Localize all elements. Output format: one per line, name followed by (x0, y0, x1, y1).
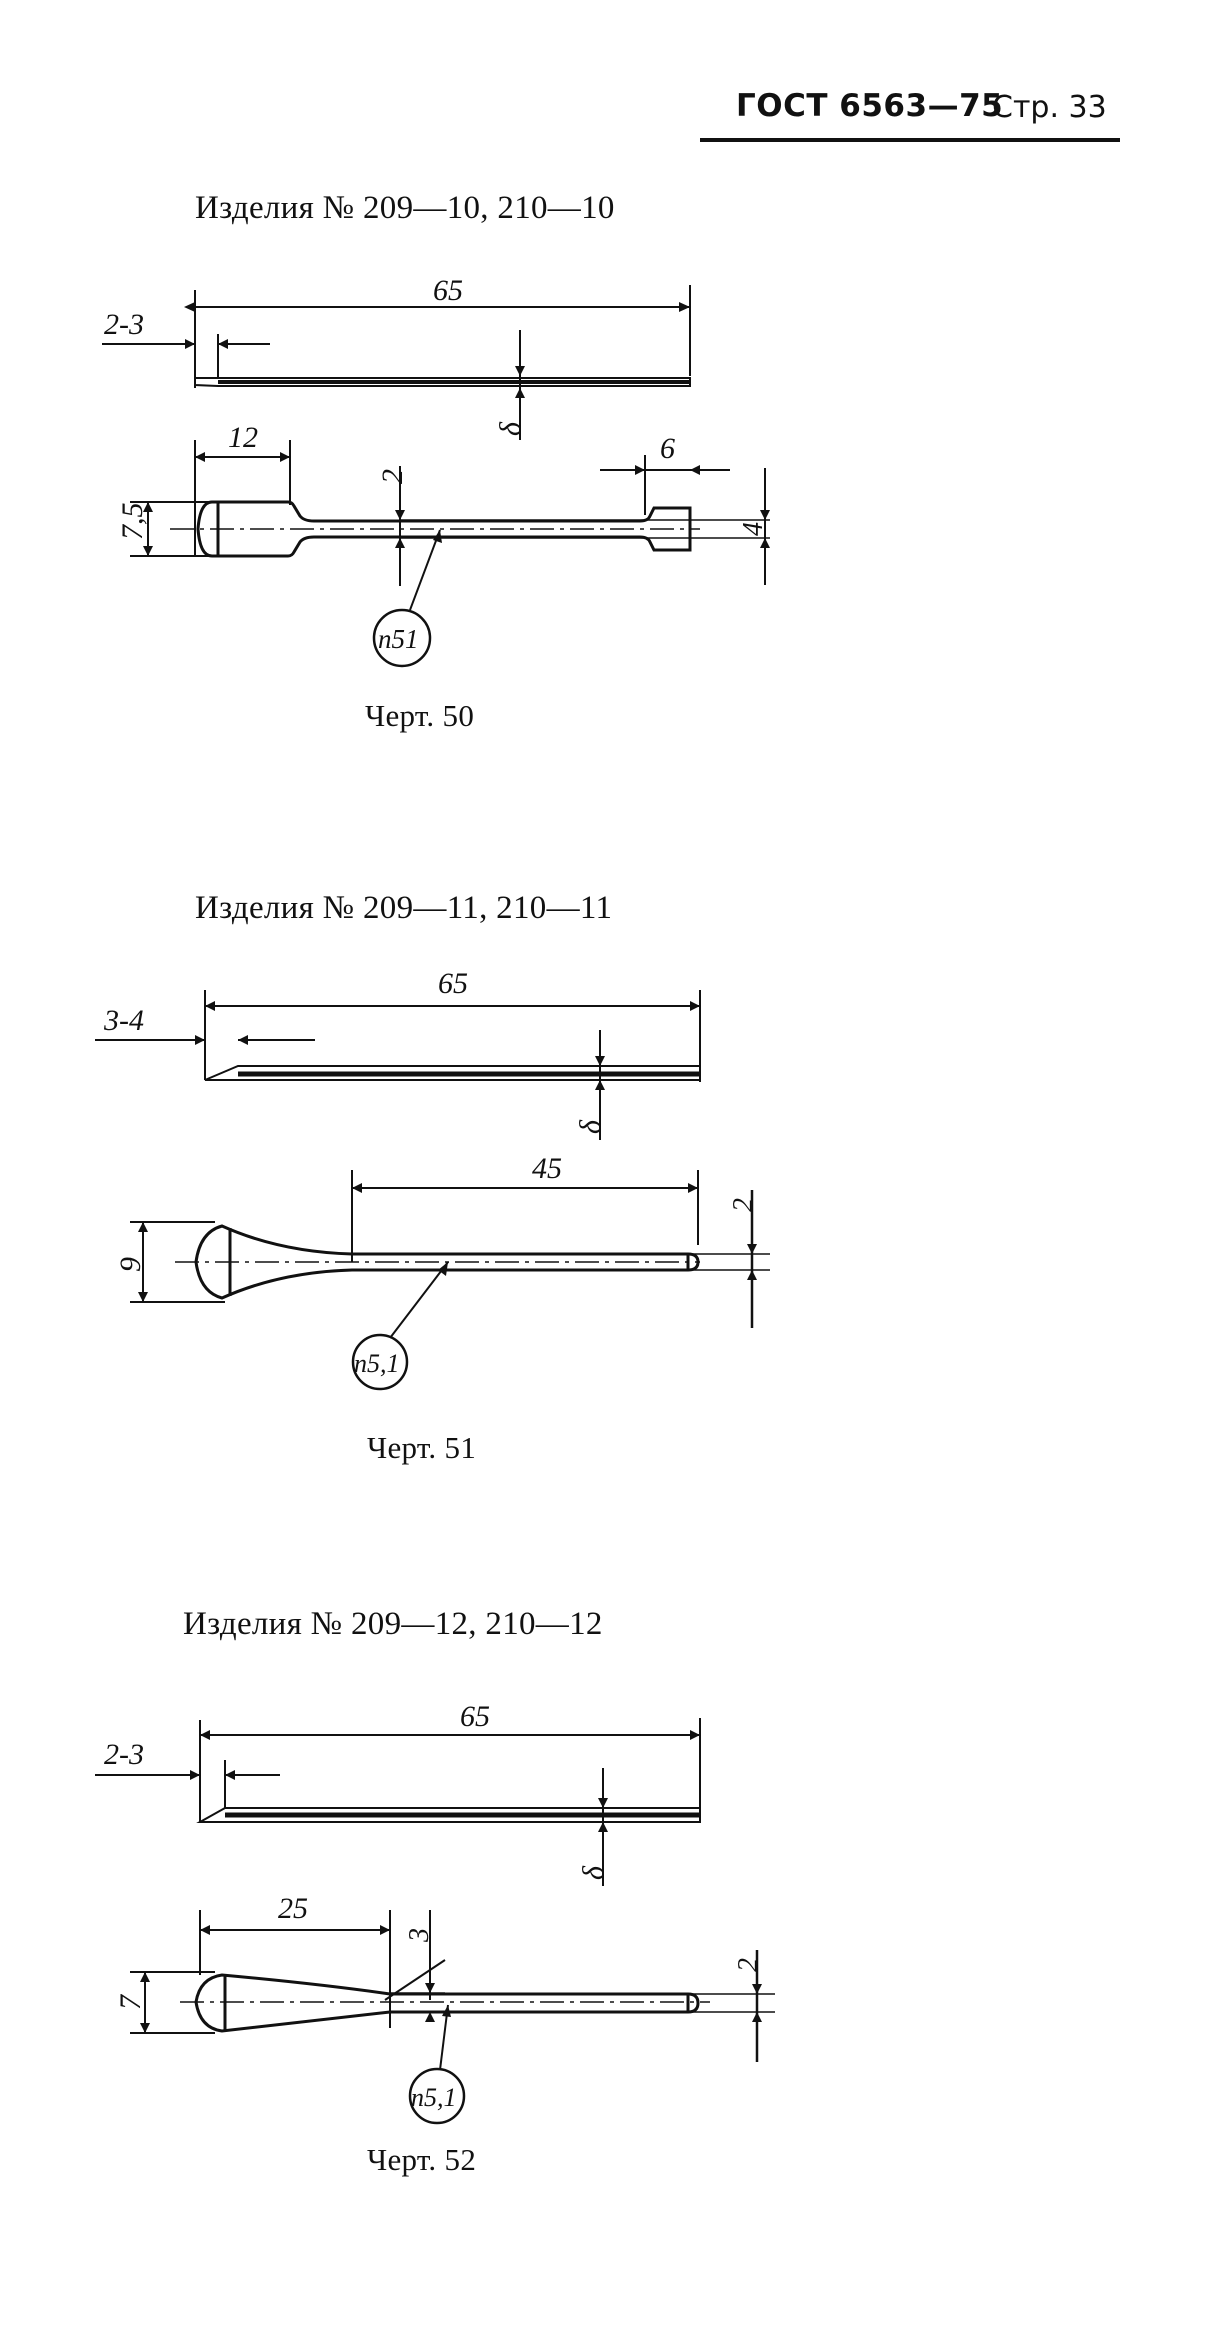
fig51-shaft-length-label: 45 (532, 1152, 562, 1185)
fig50-length-label: 65 (433, 274, 463, 307)
fig51-head-height-label: 9 (114, 1257, 147, 1272)
fig50-marking-label: п51 (378, 624, 419, 654)
figure-50-caption: Черт. 50 (365, 698, 475, 733)
fig50-head-height-label: 7,5 (116, 502, 149, 540)
figure-52-title: Изделия № 209—12, 210—12 (183, 1606, 603, 1642)
fig51-marking-label: п5,1 (354, 1349, 400, 1378)
figure-50-drawing (0, 250, 1216, 690)
fig50-head-length-label: 12 (228, 421, 258, 454)
fig51-blank-view (114, 1152, 770, 1389)
fig51-tip-height-label: 2 (728, 1198, 759, 1212)
fig50-bevel-label: 2-3 (104, 308, 144, 341)
figure-51-caption: Черт. 51 (367, 1430, 477, 1465)
figure-52-caption: Черт. 52 (367, 2142, 477, 2177)
fig52-bevel-label: 2-3 (104, 1738, 144, 1771)
fig50-neck-height-label: 2 (376, 469, 409, 484)
fig52-head-length-label: 25 (278, 1892, 308, 1925)
fig50-plate-view (102, 274, 690, 440)
fig52-marking-label: п5,1 (411, 2083, 457, 2112)
fig50-thickness-label: δ (494, 422, 527, 436)
fig52-thickness-label: δ (577, 1866, 610, 1880)
figure-51-drawing (0, 960, 1216, 1420)
figure-50-title: Изделия № 209—10, 210—10 (195, 190, 615, 226)
fig52-neck-height-label: 3 (404, 1928, 435, 1942)
fig52-plate-view (95, 1700, 700, 1886)
fig52-length-label: 65 (460, 1700, 490, 1733)
header-rule (700, 138, 1120, 142)
figure-52-drawing (0, 1680, 1216, 2160)
page-number: Стр. 33 (992, 90, 1107, 125)
fig51-plate-view (95, 967, 700, 1140)
fig50-blank-view (116, 421, 770, 666)
figure-51-title: Изделия № 209—11, 210—11 (195, 890, 613, 926)
fig52-blank-view (114, 1892, 775, 2123)
fig50-tip-height-label: 4 (738, 522, 769, 536)
fig51-bevel-label: 3-4 (104, 1004, 144, 1037)
page-header (700, 88, 1120, 144)
fig52-head-height-label: 7 (114, 1995, 147, 2010)
standard-number: ГОСТ 6563—75 (736, 88, 1004, 124)
fig52-tip-height-label: 2 (733, 1958, 764, 1972)
fig51-length-label: 65 (438, 967, 468, 1000)
fig50-tip-length-label: 6 (660, 432, 675, 465)
fig51-thickness-label: δ (574, 1120, 607, 1134)
